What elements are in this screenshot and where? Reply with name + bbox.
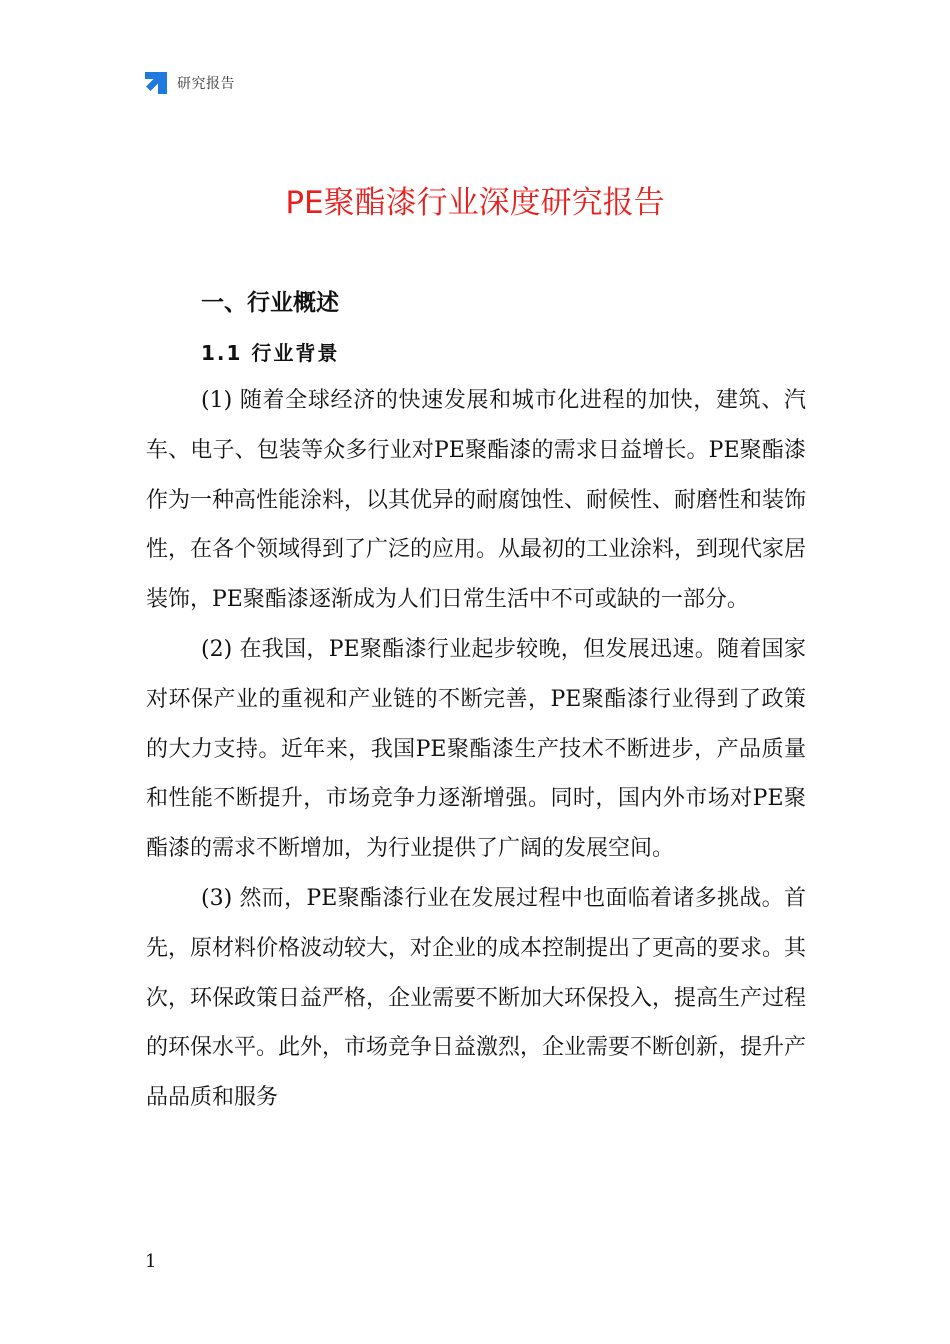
page-number: 1 [145, 1251, 157, 1272]
body-text [146, 376, 806, 1123]
section-heading: 一、行业概述 [201, 290, 339, 316]
subsection-heading: 1.1 行业背景 [201, 341, 340, 365]
header-label: 研究报告 [177, 76, 235, 92]
document-title: PE聚酯漆行业深度研究报告 [285, 185, 665, 221]
paragraph-3: (3) 然而，PE聚酯漆行业在发展过程中也面临着诸多挑战。首先，原材料价格波动较大，对企业的成本控制提出了更高的要求。其次，环保政策日益严格，企业需要不断加大环保投入，提高生产过程的环保水平。此外，市场竞争日益激烈，企业需要不断创新，提升产品品质和服务 [146, 885, 807, 1111]
arrow-up-right-icon [143, 70, 169, 96]
paragraph-2: (2) 在我国，PE聚酯漆行业起步较晚，但发展迅速。随着国家对环保产业的重视和产业链的不断完善，PE聚酯漆行业得到了政策的大力支持。近年来，我国PE聚酯漆生产技术不断进步，产品质量和性能不断提升，市场竞争力逐渐增强。同时，国内外市场对PE聚酯漆的需求不断增加，为行业提供了广阔的发展空间。 [146, 636, 806, 862]
paragraph-1: (1) 随着全球经济的快速发展和城市化进程的加快，建筑、汽车、电子、包装等众多行业对PE聚酯漆的需求日益增长。PE聚酯漆作为一种高性能涂料，以其优异的耐腐蚀性、耐候性、耐磨性和装饰性，在各个领域得到了广泛的应用。从最初的工业涂料，到现代家居装饰，PE聚酯漆逐渐成为人们日常生活中不可或缺的一部分。 [146, 388, 807, 613]
page-header [143, 70, 235, 96]
